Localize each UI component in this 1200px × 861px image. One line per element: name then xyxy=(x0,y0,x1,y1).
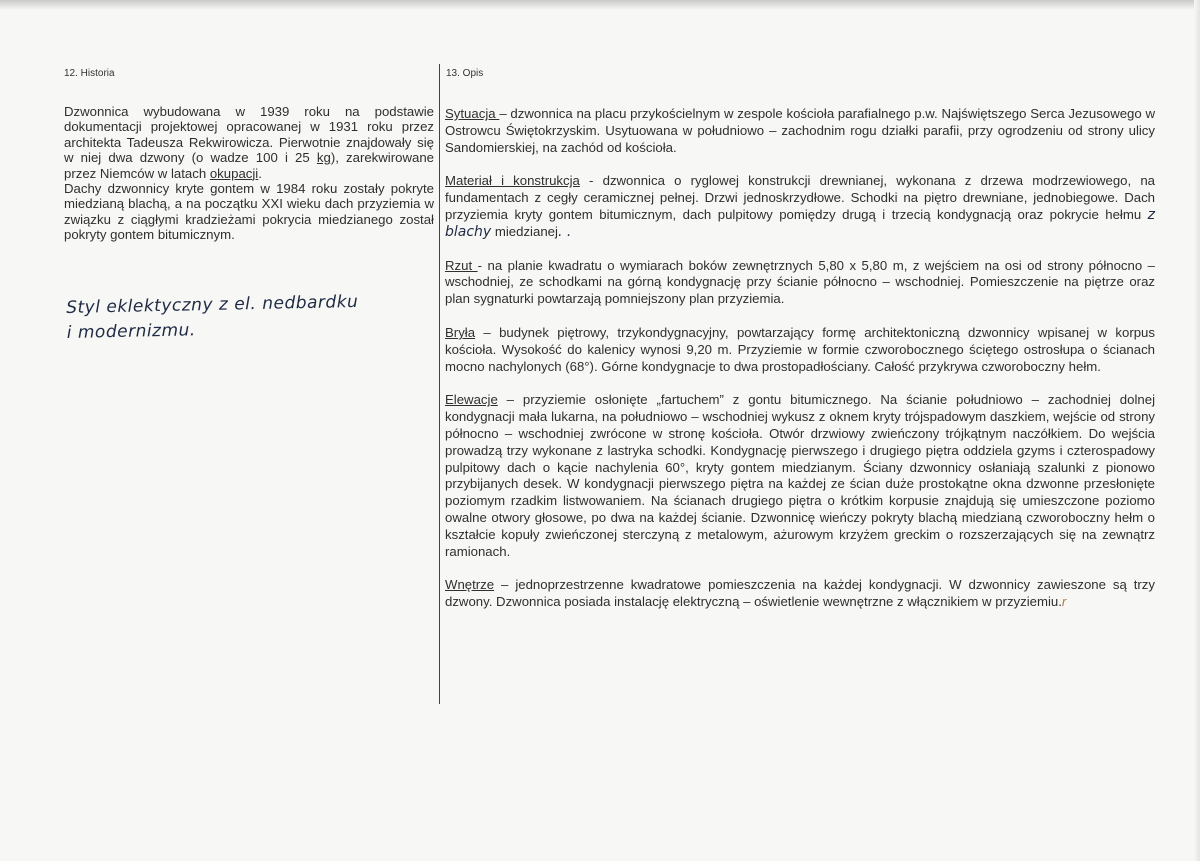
historia-paragraph-1: Dzwonnica wybudowana w 1939 roku na podstawie dokumentacji projektowej opracowanej w 1931 roku przez architekta Tadeusza Rekwirowicza. Pierwotnie znajdowały się w niej dwa dzwony (o wadze 100 i 25 kg), zarekwirowane przez Niemców w latach okupacji. xyxy=(64,104,434,181)
historia-paragraph-2: Dachy dzwonnicy kryte gontem w 1984 roku zostały pokryte miedzianą blachą, a na początku XXI wieku dach przyziemia w związku z ciągłymi kradzieżami pokrycia miedzianego został pokryty gontem bitumicznym. xyxy=(64,181,434,243)
opis-section-rzut: Rzut - na planie kwadratu o wymiarach boków zewnętrznych 5,80 x 5,80 m, z wejściem na osi od strony północno – wschodniej, ze schodkami na górną kondygnację przy ścianie północno – wschodniej. Pomieszczenie na piętrze oraz plan sygnaturki powtarzają pomniejszony plan przyziemia. xyxy=(445,257,1155,307)
handwritten-line-2: i modernizmu. xyxy=(66,320,196,343)
opis-section-bryla: Bryła – budynek piętrowy, trzykondygnacyjny, powtarzający formę architektoniczną dzwonnicy wpisanej w korpus kościoła. Wysokość do kalenicy wynosi 9,20 m. Przyziemie w formie czworobocznego ściętego ostrosłupa o ścianach mocno nachylonych (68°). Górne kondygnacje to dwa prostopadłościany. Całość przykrywa czworoboczny hełm. xyxy=(445,324,1155,374)
okupacji-underlined: okupacji xyxy=(209,165,259,181)
scan-top-edge xyxy=(0,0,1200,10)
opis-section-material: Materiał i konstrukcja - dzwonnica o ryglowej konstrukcji drewnianej, wykonana z drzewa modrzewiowego, na fundamentach z cegły ceramicznej pełnej. Drzwi jednoskrzydłowe. Schodki na piętro drewniane, jednobiegowe. Dach przyziemia kryty gontem bitumicznym, dach pulpitowy pomiędzy drugą i trzecią kondygnacją oraz pokrycie hełmu z blachy miedzianej. . xyxy=(445,173,1155,240)
kg-underlined: kg xyxy=(316,150,331,166)
column-divider xyxy=(439,64,440,704)
scan-right-edge xyxy=(1194,0,1200,861)
opis-section-wnetrze: Wnętrze – jednoprzestrzenne kwadratowe pomieszczenia na każdej kondygnacji. W dzwonnicy zawieszone są trzy dzwony. Dzwonnica posiada instalację elektryczną – oświetlenie wewnętrzne z włącznikiem w przyziemiu.r xyxy=(445,577,1155,610)
opis-section-elewacje: Elewacje – przyziemie osłonięte „fartuchem” z gontu bitumicznego. Na ścianie południowo – zachodniej dolnej kondygnacji mała lukarna, na południowo – wschodniej wykusz z oknem kryty trójspadowym daszkiem, wejście od strony północno – wschodniej zwrócone w stronę kościoła. Otwór drzwiowy zwieńczony trójkątnym naczółkiem. Do wejścia prowadzą trzy wykonane z lastryka schodki. Kondygnację pierwszego i drugiego piętra oddziela gzyms i czterospadowy pulpitowy dach o kącie nachylenia 60°, kryty gontem miedzianym. Ściany dzwonnicy osłaniają szalunki z pionowo przybijanych desek. W kondygnacji pierwszego piętra na każdej ze ścian duże prostokątne okna dzwonne przesłonięte poziomym rzadkim listwowaniem. Na ścianach drugiego piętra o krótkim korpusie znajdują się umieszczone poziomo owalne otwory głosowe, po dwa na każdej ścianie. Dzwonnicę wieńczy pokryty blachą miedzianą czworoboczny hełm o kształcie kopuły zwieńczonej sterczyną z metalowym, ażurowym krzyżem greckim o rozszerzających się na zewnątrz ramionach. xyxy=(445,392,1155,559)
section-head: Wnętrze xyxy=(445,577,495,593)
section-heading-opis: 13. Opis xyxy=(446,68,484,79)
handwritten-note xyxy=(66,290,367,346)
pen-mark: r xyxy=(1061,594,1067,610)
handwritten-line-1: Styl eklektyczny z el. nedbardku xyxy=(66,291,359,318)
section-heading-historia: 12. Historia xyxy=(64,68,115,79)
section-head: Materiał i konstrukcja xyxy=(445,173,580,189)
handwritten-insert: z blachy xyxy=(445,206,1155,240)
section-head: Rzut xyxy=(445,257,478,273)
opis-column xyxy=(445,106,1155,628)
opis-section-sytuacja: Sytuacja – dzwonnica na placu przykościelnym w zespole kościoła parafialnego p.w. Najświętszego Serca Jezusowego w Ostrowcu Świętokrzyskim. Usytuowana w południowo – zachodnim rogu działki parafii, przy ogrodzeniu od strony ulicy Sandomierskiej, na zachód od kościoła. xyxy=(445,106,1155,155)
section-head: Sytuacja xyxy=(445,106,500,121)
handwritten-insert-end: . . xyxy=(557,223,572,240)
section-head: Bryła xyxy=(445,324,476,340)
historia-column xyxy=(64,104,434,243)
section-head: Elewacje xyxy=(445,392,498,408)
